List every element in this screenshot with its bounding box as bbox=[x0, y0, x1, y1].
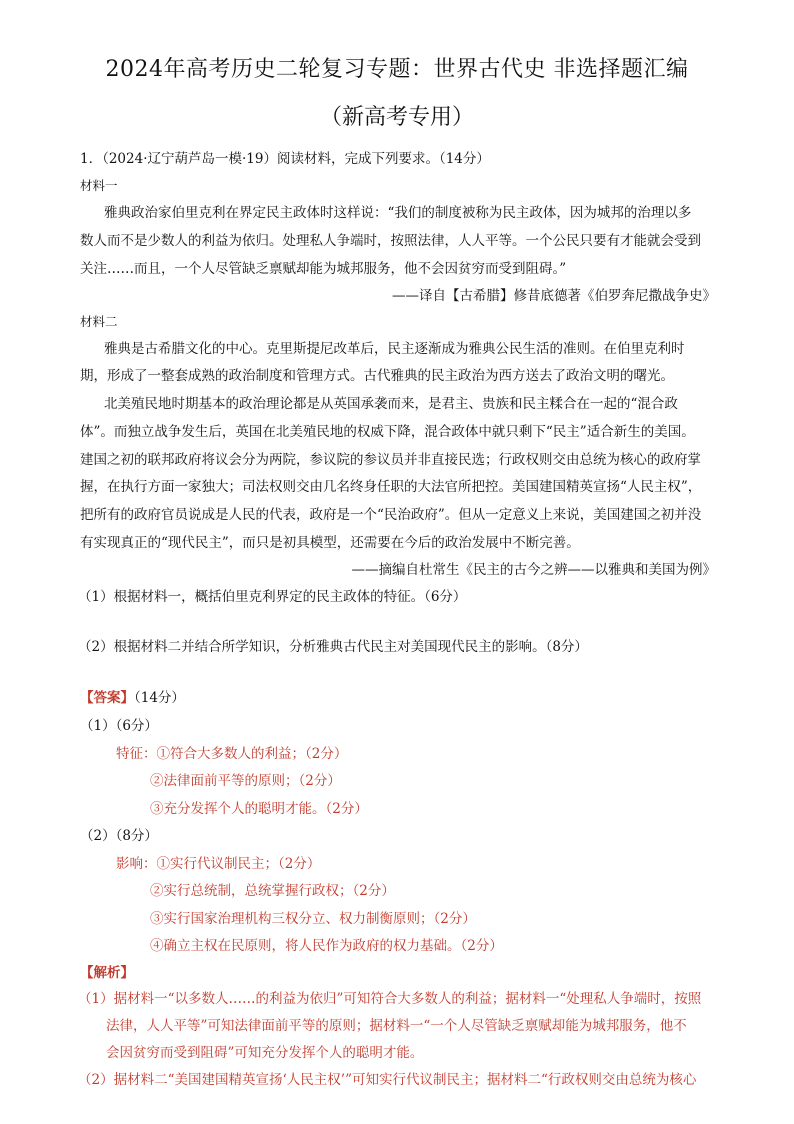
answer-1-item: ③充分发挥个人的聪明才能。（2分） bbox=[150, 801, 368, 817]
sub-question-2: （2）根据材料二并结合所学知识，分析雅典古代民主对美国现代民主的影响。（8分） bbox=[78, 639, 588, 655]
material-2-line: 雅典是古希腊文化的中心。克里斯提尼改革后，民主逐渐成为雅典公民生活的准则。在伯里克利时 bbox=[104, 341, 685, 357]
analysis-line: （1）据材料一“以多数人……的利益为依归”可知符合大多数人的利益；据材料一“处理私人争端时，按照 bbox=[78, 991, 702, 1007]
analysis-label: 【解析】 bbox=[80, 965, 134, 981]
page-title: 2024年高考历史二轮复习专题：世界古代史 非选择题汇编 bbox=[105, 57, 689, 82]
page-subtitle: （新高考专用） bbox=[319, 105, 474, 130]
answer-label: 【答案】 bbox=[80, 690, 134, 706]
material-2-source: ——摘编自杜常生《民主的古今之辨——以雅典和美国为例》 bbox=[351, 562, 716, 578]
sub-question-1: （1）根据材料一，概括伯里克利界定的民主政体的特征。（6分） bbox=[78, 589, 467, 605]
answer-2-item: ④确立主权在民原则，将人民作为政府的权力基础。（2分） bbox=[150, 938, 503, 954]
analysis-line: （2）据材料二“美国建国精英宣扬‘人民主权’”可知实行代议制民主；据材料二“行政权则交由总统为核心 bbox=[78, 1072, 697, 1088]
material-2-line: 建国之初的联邦政府将议会分为两院，参议院的参议员并非直接民选；行政权则交由总统为核心的政府掌 bbox=[80, 452, 701, 468]
answer-2-item: ③实行国家治理机构三权分立、权力制衡原则；（2分） bbox=[150, 911, 476, 927]
answer-1-item: ①符合大多数人的利益；（2分） bbox=[156, 746, 348, 762]
analysis-line: 会因贫穷而受到阻碍”可知充分发挥个人的聪明才能。 bbox=[106, 1045, 424, 1061]
answer-1-item: ②法律面前平等的原则；（2分） bbox=[150, 773, 341, 789]
material-1-source: ——译自【古希腊】修昔底德著《伯罗奔尼撒战争史》 bbox=[392, 288, 716, 304]
answer-2-item: ②实行总统制，总统掌握行政权；（2分） bbox=[150, 883, 395, 899]
material-2-line: 有实现真正的“现代民主”，而只是初具模型，还需要在今后的政治发展中不断完善。 bbox=[80, 535, 580, 551]
answer-score: （14分） bbox=[134, 690, 185, 706]
answer-part-1-head: （1）（6分） bbox=[80, 718, 158, 734]
analysis-line: 法律，人人平等”可知法律面前平等的原则；据材料一“一个人尽管缺乏禀赋却能为城邦服务，他不 bbox=[106, 1018, 687, 1034]
material-2-line: 握，在执行方面一家独大；司法权则交由几名终身任职的大法官所把控。美国建国精英宣扬“人民主权”， bbox=[80, 479, 702, 495]
material-2-line: 北美殖民地时期基本的政治理论都是从英国承袭而来，是君主、贵族和民主糅合在一起的“混合政 bbox=[104, 396, 678, 412]
material-1-line: 雅典政治家伯里克利在界定民主政体时这样说：“我们的制度被称为民主政体，因为城邦的治理以多 bbox=[104, 205, 692, 221]
material-2-line: 期，形成了一整套成熟的政治制度和管理方式。古代雅典的民主政治为西方送去了政治文明的曙光。 bbox=[80, 368, 674, 384]
material-2-line: 把所有的政府官员说成是人民的代表，政府是一个“民治政府”。但从一定意义上来说，美国建国之初并没 bbox=[80, 507, 702, 523]
answer-2-prefix: 影响： bbox=[116, 856, 157, 872]
answer-1-prefix: 特征： bbox=[116, 746, 157, 762]
material-1-label: 材料一 bbox=[80, 178, 118, 193]
answer-part-2-head: （2）（8分） bbox=[80, 828, 158, 844]
answer-2-item: ①实行代议制民主；（2分） bbox=[156, 856, 321, 872]
question-header: 1．（2024·辽宁葫芦岛一模·19）阅读材料，完成下列要求。（14分） bbox=[80, 151, 490, 167]
material-2-label: 材料二 bbox=[80, 314, 118, 329]
material-1-line: 关注……而且，一个人尽管缺乏禀赋却能为城邦服务，他不会因贫穷而受到阻碍。” bbox=[80, 261, 567, 277]
material-1-line: 数人而不是少数人的利益为依归。处理私人争端时，按照法律，人人平等。一个公民只要有才能就会受到 bbox=[80, 233, 701, 249]
material-2-line: 体”。而独立战争发生后，英国在北美殖民地的权威下降，混合政体中就只剩下“民主”适合新生的美国。 bbox=[80, 424, 695, 440]
